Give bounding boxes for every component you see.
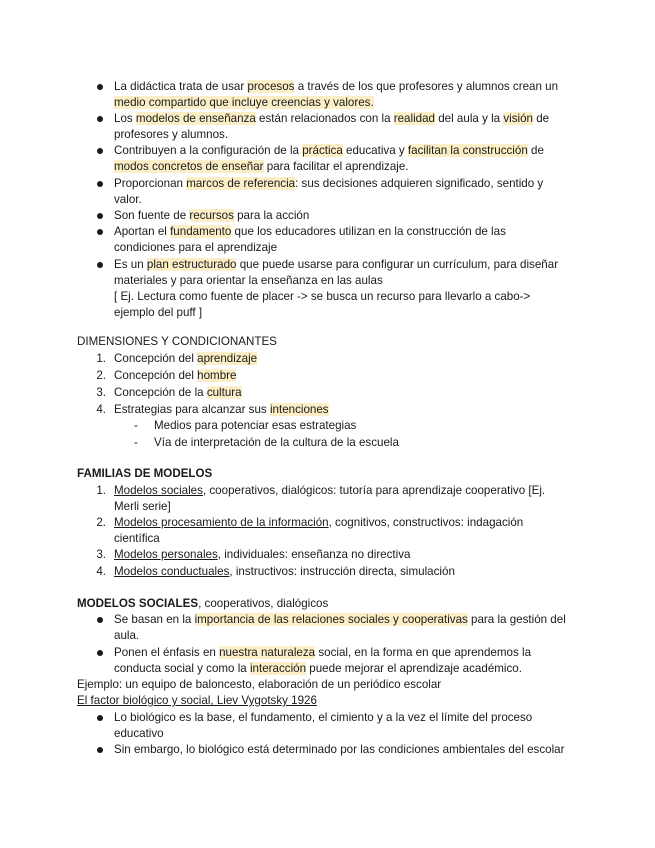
sub-list-item: Vía de interpretación de la cultura de la escuela xyxy=(154,436,399,449)
paragraph-line: profesores y alumnos. xyxy=(114,128,229,141)
bullet-dot xyxy=(97,84,103,90)
bullet-dot xyxy=(97,650,103,656)
bullet-dot xyxy=(97,747,103,753)
paragraph-line: modos concretos de enseñar para facilitar el aprendizaje. xyxy=(114,160,409,173)
paragraph-line: Lo biológico es la base, el fundamento, el cimiento y a la vez el límite del proceso xyxy=(114,711,533,724)
sub-list-marker: - xyxy=(134,436,138,449)
paragraph-line: educativo xyxy=(114,727,164,740)
paragraph-line: La didáctica trata de usar procesos a través de los que profesores y alumnos crean un xyxy=(114,80,559,93)
list-number: 4. xyxy=(96,565,106,578)
list-item: Concepción de la cultura xyxy=(114,386,242,399)
bullet-dot xyxy=(97,715,103,721)
list-item: Modelos personales, individuales: enseñanza no directiva xyxy=(114,548,411,561)
paragraph-line: Son fuente de recursos para la acción xyxy=(114,209,310,222)
list-item: Modelos procesamiento de la información, cognitivos, constructivos: indagación xyxy=(114,516,524,529)
list-number: 3. xyxy=(96,548,106,561)
paragraph-line: conducta social y como la interacción puede mejorar el aprendizaje académico. xyxy=(114,662,522,675)
section-heading: DIMENSIONES Y CONDICIONANTES xyxy=(77,335,277,348)
list-item: Estrategias para alcanzar sus intenciones xyxy=(114,403,329,416)
paragraph-line: Merli serie] xyxy=(114,500,171,513)
list-number: 2. xyxy=(96,369,106,382)
section-heading: MODELOS SOCIALES, cooperativos, dialógicos xyxy=(77,597,329,610)
bullet-dot xyxy=(97,181,103,187)
paragraph-line: científica xyxy=(114,532,160,545)
paragraph-line: Proporcionan marcos de referencia: sus decisiones adquieren significado, sentido y xyxy=(114,177,544,190)
sub-list-item: Medios para potenciar esas estrategias xyxy=(154,419,357,432)
bullet-dot xyxy=(97,116,103,122)
bullet-dot xyxy=(97,213,103,219)
paragraph-line: condiciones para el aprendizaje xyxy=(114,241,278,254)
list-number: 2. xyxy=(96,516,106,529)
bullet-dot xyxy=(97,262,103,268)
paragraph-line: valor. xyxy=(114,193,142,206)
example-line: Ejemplo: un equipo de baloncesto, elaboración de un periódico escolar xyxy=(77,678,442,691)
list-item: Modelos sociales, cooperativos, dialógicos: tutoría para aprendizaje cooperativo [Ej. xyxy=(114,484,546,497)
paragraph-line: Se basan en la importancia de las relaciones sociales y cooperativas para la gestión del xyxy=(114,613,566,626)
list-number: 1. xyxy=(96,352,106,365)
list-item: Concepción del hombre xyxy=(114,369,237,382)
paragraph-line: Contribuyen a la configuración de la práctica educativa y facilitan la construcción de xyxy=(114,144,544,157)
list-number: 3. xyxy=(96,386,106,399)
list-item: Concepción del aprendizaje xyxy=(114,352,258,365)
paragraph-line: [ Ej. Lectura como fuente de placer -> se busca un recurso para llevarlo a cabo-> xyxy=(114,290,531,303)
paragraph-line: Sin embargo, lo biológico está determinado por las condiciones ambientales del escolar xyxy=(114,743,565,756)
paragraph-line: ejemplo del puff ] xyxy=(114,306,203,319)
bullet-dot xyxy=(97,148,103,154)
paragraph-line: Ponen el énfasis en nuestra naturaleza social, en la forma en que aprendemos la xyxy=(114,646,532,659)
bullet-dot xyxy=(97,229,103,235)
list-item: Modelos conductuales, instructivos: instrucción directa, simulación xyxy=(114,565,455,578)
list-number: 1. xyxy=(96,484,106,497)
paragraph-line: medio compartido que incluye creencias y valores. xyxy=(114,96,374,109)
list-number: 4. xyxy=(96,403,106,416)
section-heading: FAMILIAS DE MODELOS xyxy=(77,467,213,480)
sub-list-marker: - xyxy=(134,419,138,432)
paragraph-line: materiales y para orientar la enseñanza en las aulas xyxy=(114,274,383,287)
paragraph-line: aula. xyxy=(114,629,140,642)
bullet-dot xyxy=(97,617,103,623)
subheading-underlined: El factor biológico y social, Liev Vygotsky 1926 xyxy=(77,694,317,707)
paragraph-line: Los modelos de enseñanza están relacionados con la realidad del aula y la visión de xyxy=(114,112,550,125)
paragraph-line: Aportan el fundamento que los educadores utilizan en la construcción de las xyxy=(114,225,506,238)
paragraph-line: Es un plan estructurado que puede usarse para configurar un currículum, para diseñar xyxy=(114,258,559,271)
